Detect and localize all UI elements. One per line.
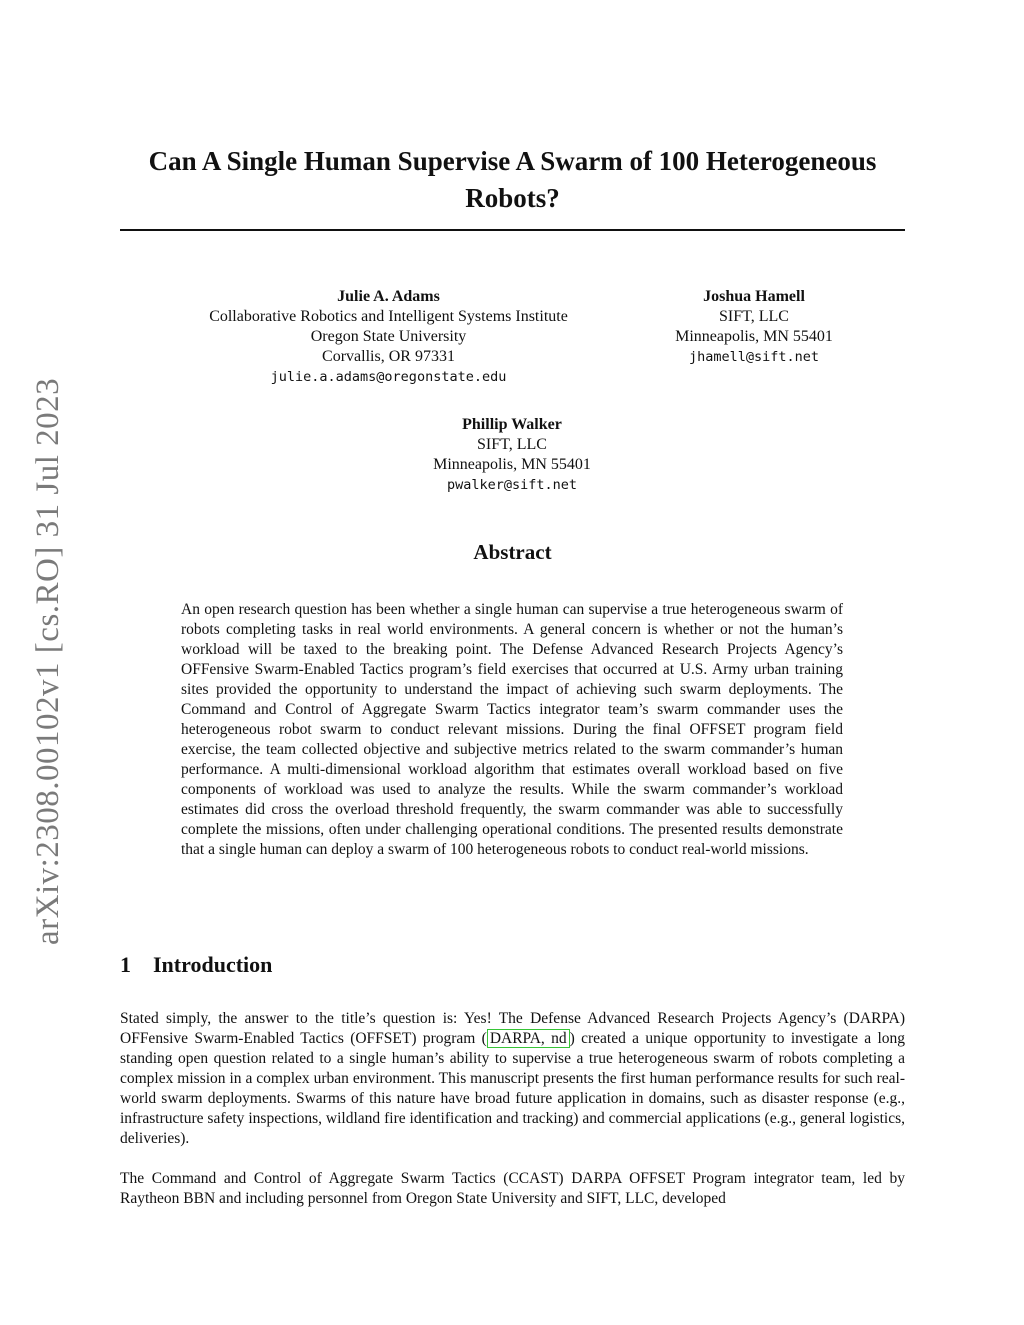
author-name: Joshua Hamell [703, 288, 805, 305]
author-name: Phillip Walker [462, 416, 562, 433]
author-email[interactable]: pwalker@sift.net [446, 477, 578, 493]
paragraph-text: Stated simply, the answer to the title’s question is: Yes! The Defense Advanced Research Projects Agency’s (DARPA) OFFensive Swarm-Enabled Tactics (OFFSET) program ( [120, 1010, 905, 1047]
intro-paragraph-2: The Command and Control of Aggregate Swarm Tactics (CCAST) DARPA OFFSET Program integrator team, led by Raytheon BBN and including personnel from Oregon State University and SIFT, LLC, developed [120, 1170, 905, 1207]
author-block-walker [395, 415, 629, 495]
author-affiliation: SIFT, LLC [719, 308, 789, 325]
author-block-adams [160, 287, 617, 387]
author-affiliation: SIFT, LLC [477, 436, 547, 453]
paragraph-text: ) created a unique opportunity to investigate a long standing open question related to a single human’s ability to supervise a true heterogeneous swarm of robots completing a complex mission in a complex urban environment. This manuscript presents the first human performance results for such real-world swarm deployments. Swarms of this nature have broad future application in domains, such as disaster response (e.g., infrastructure safety inspections, wildland fire identification and tracking) and commercial applications (e.g., general logistics, deliveries). [120, 1030, 906, 1147]
author-address: Corvallis, OR 97331 [322, 348, 455, 365]
author-affiliation: Collaborative Robotics and Intelligent Systems Institute [209, 308, 568, 325]
abstract-heading: Abstract [473, 540, 552, 564]
section-heading [120, 952, 272, 978]
section-title: Introduction [153, 952, 273, 977]
abstract-text: An open research question has been whether a single human can supervise a true heterogeneous swarm of robots completing tasks in real world environments. A general concern is whether or not the human’s workload will be taxed to the breaking point. The Defense Advanced Research Projects Agency’s OFFensive Swarm-Enabled Tactics program’s field exercises that occurred at U.S. Army urban training sites provided the opportunity to understand the impact of achieving such swarm deployments. The Command and Control of Aggregate Swarm Tactics integrator team’s swarm commander uses the heterogeneous robot swarm to conduct relevant missions. During the final OFFSET program field exercise, the team collected objective and subjective metrics related to the swarm commander’s human performance. A multi-dimensional workload algorithm that estimates overall workload based on five components of workload was used to analyze the results. While the swarm commander’s workload estimates did cross the overload threshold frequently, the swarm commander was able to successfully complete the missions, often under challenging operational conditions. The presented results demonstrate that a single human can deploy a swarm of 100 heterogeneous robots to conduct real-world missions. [181, 601, 843, 858]
title-rule [120, 229, 905, 231]
section-number: 1 [120, 952, 131, 977]
paper-title: Can A Single Human Supervise A Swarm of 100 Heterogeneous Robots? [148, 146, 877, 213]
author-block-hamell [650, 287, 858, 367]
author-address: Minneapolis, MN 55401 [433, 456, 591, 473]
author-email[interactable]: jhamell@sift.net [688, 349, 820, 365]
author-email[interactable]: julie.a.adams@oregonstate.edu [270, 369, 507, 385]
intro-paragraph-1 [120, 1009, 905, 1149]
author-address: Minneapolis, MN 55401 [675, 328, 833, 345]
author-affiliation: Oregon State University [310, 328, 467, 345]
arxiv-identifier: arXiv:2308.00102v1 [cs.RO] 31 Jul 2023 [30, 377, 66, 945]
citation-link[interactable]: DARPA, nd [487, 1029, 570, 1048]
author-name: Julie A. Adams [337, 288, 440, 305]
